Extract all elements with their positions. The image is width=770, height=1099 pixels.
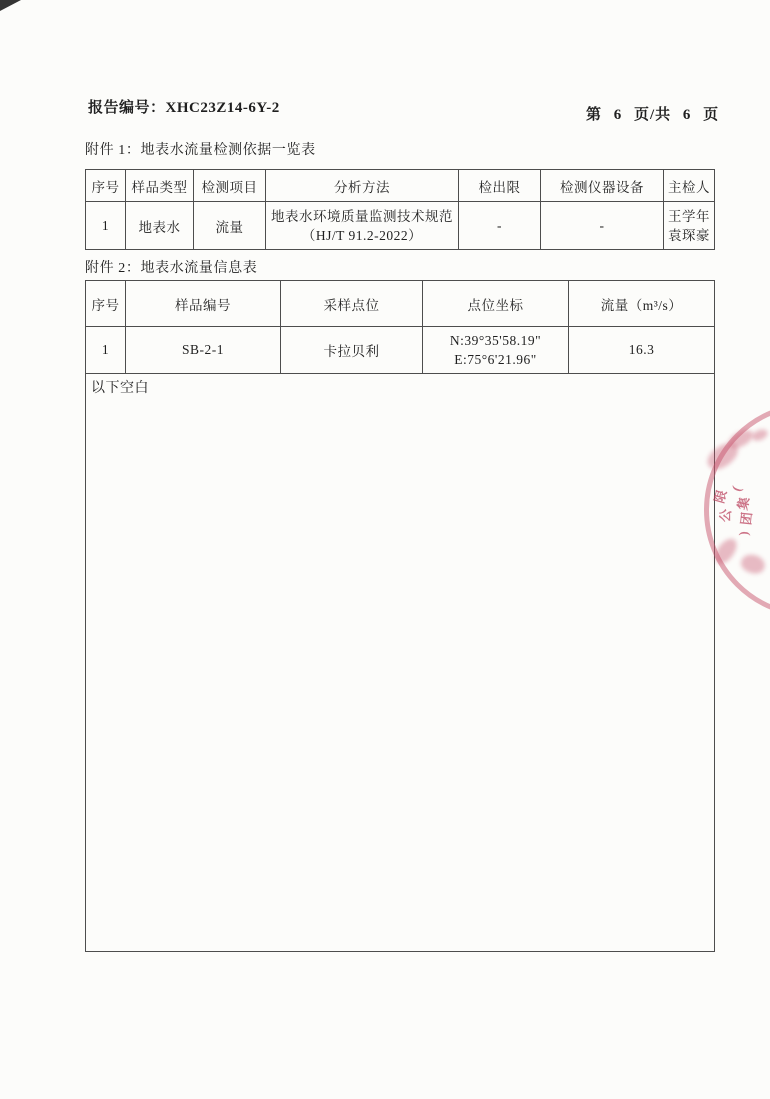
cell-instrument: -: [541, 202, 664, 250]
col-header-sample-id: 样品编号: [126, 281, 281, 327]
method-standard-name: 地表水环境质量监测技术规范: [271, 208, 453, 224]
method-standard-code: （HJ/T 91.2-2022）: [301, 227, 423, 243]
col-header-detection-limit: 检出限: [459, 170, 541, 202]
col-header-item: 检测项目: [194, 170, 266, 202]
detection-basis-table: [85, 169, 715, 250]
blank-note-cell: 以下空白: [86, 374, 715, 952]
table-row: [86, 202, 715, 250]
coordinate-north: N:39°35'58.19": [449, 333, 542, 348]
cell-sample-id: SB-2-1: [126, 327, 281, 374]
seal-text-char: 团: [738, 511, 755, 526]
col-header-sample-type: 样品类型: [126, 170, 194, 202]
col-header-seq: 序号: [86, 281, 126, 327]
report-number-label: 报告编号：: [88, 100, 166, 116]
cell-seq: 1: [86, 202, 126, 250]
coordinate-east: E:75°6'21.96": [454, 352, 537, 367]
inspector-name-1: 王学年: [668, 208, 710, 224]
cell-sample-type: 地表水: [126, 202, 194, 250]
cell-coordinates: [423, 327, 569, 374]
blank-filler-row: [86, 374, 715, 952]
seal-text-char: 公: [717, 508, 734, 523]
col-header-inspector: 主检人: [664, 170, 715, 202]
cell-method: [266, 202, 459, 250]
table-header-row: [86, 170, 715, 202]
col-header-location: 采样点位: [281, 281, 423, 327]
col-header-instrument: 检测仪器设备: [541, 170, 664, 202]
col-header-flow: 流量（m³/s）: [569, 281, 715, 327]
seal-text-char: 集: [734, 495, 753, 512]
flow-info-table: [85, 280, 715, 952]
attachment1-title: 附件 1：地表水流量检测依据一览表: [85, 143, 316, 158]
table-header-row: [86, 281, 715, 327]
cell-inspector: [664, 202, 715, 250]
page-indicator: 第 6 页/共 6 页: [586, 107, 720, 123]
inspector-name-2: 袁琛豪: [668, 227, 710, 243]
attachment2-title: 附件 2：地表水流量信息表: [85, 261, 258, 276]
cell-flow: 16.3: [569, 327, 715, 374]
col-header-coordinates: 点位坐标: [423, 281, 569, 327]
col-header-seq: 序号: [86, 170, 126, 202]
cell-location: 卡拉贝利: [281, 327, 423, 374]
seal-text-char: ): [735, 531, 751, 536]
cell-detection-limit: -: [459, 202, 541, 250]
table-row: [86, 327, 715, 374]
cell-item: 流量: [194, 202, 266, 250]
seal-text-char: (: [728, 483, 744, 494]
report-number-value: XHC23Z14-6Y-2: [165, 100, 280, 116]
seal-text-char: 限: [711, 488, 730, 505]
scan-corner-artifact: [0, 0, 21, 11]
cell-seq: 1: [86, 327, 126, 374]
col-header-method: 分析方法: [266, 170, 459, 202]
report-number-line: [88, 96, 280, 117]
